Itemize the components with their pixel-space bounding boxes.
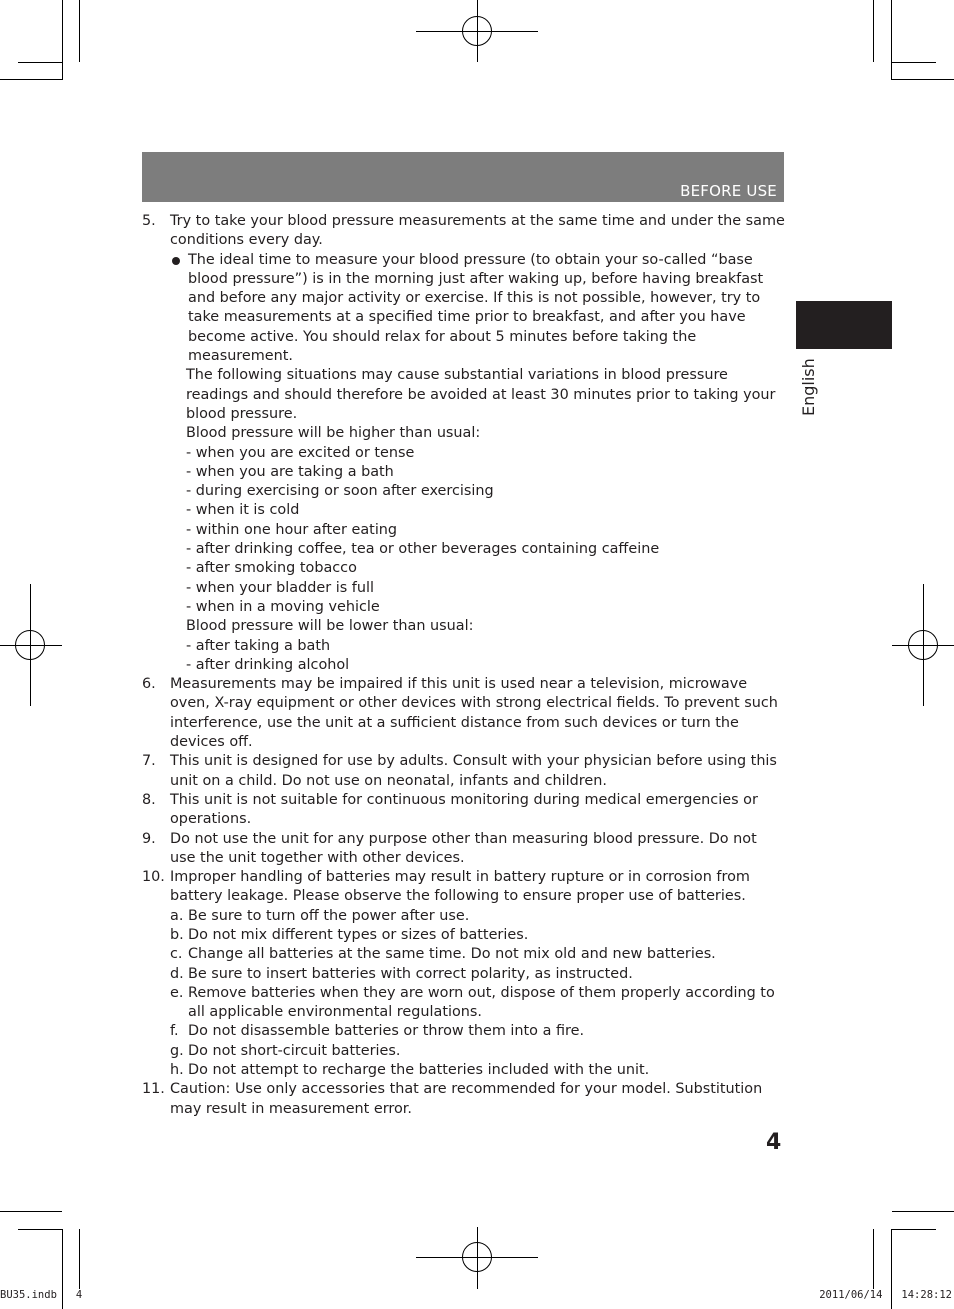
higher-line: - when in a moving vehicle (186, 598, 380, 615)
battery-subitem (170, 907, 786, 926)
battery-subitem (170, 984, 786, 1023)
subitem-letter: d. (170, 965, 184, 982)
list-item (142, 1080, 786, 1119)
item-number: 11. (142, 1081, 165, 1098)
subitem-text: Remove batteries when they are worn out, dispose of them properly according to all applicable environmental regulations. (188, 984, 775, 1021)
item-text: Improper handling of batteries may result in battery rupture or in corrosion from battery leakage. Please observe the following to ensure proper use of batteries. (170, 869, 750, 905)
item-text: Do not use the unit for any purpose other than measuring blood pressure. Do not use the unit together with other devices. (170, 830, 757, 866)
list-item (142, 212, 786, 675)
subitem-text: Do not short-circuit batteries. (188, 1042, 401, 1059)
lower-line: - after taking a bath (186, 637, 331, 654)
subitem-letter: f. (170, 1023, 179, 1040)
item-number: 10. (142, 869, 165, 886)
subitem-letter: a. (170, 907, 184, 924)
item-text: Measurements may be impaired if this unit is used near a television, microwave oven, X-ray equipment or other devices with strong electrical fields. To prevent such interference, use the unit at a sufficient distance from such devices or turn the devices off. (170, 676, 778, 751)
subitem-text: Be sure to turn off the power after use. (188, 907, 470, 924)
item-number: 6. (142, 676, 156, 693)
subitem-letter: e. (170, 984, 184, 1001)
language-label: English (799, 358, 818, 416)
item-text: This unit is designed for use by adults. Consult with your physician before using this unit on a child. Do not use on neonatal, infants and children. (170, 753, 777, 789)
battery-subitem (170, 1042, 786, 1061)
higher-line: - during exercising or soon after exercising (186, 483, 494, 500)
higher-line: - when you are taking a bath (186, 463, 394, 480)
page-number: 4 (766, 1130, 782, 1155)
bullet-text: The ideal time to measure your blood pressure (to obtain your so-called “base blood pressure”) is in the morning just after waking up, before having breakfast and before any major activity or exercise. If this is not possible, however, try to take measurements at a specified time prior to breakfast, and after you have become active. You should relax for about 5 minutes before taking the measurement. (188, 251, 764, 365)
bullet-point (170, 251, 786, 367)
item-number: 8. (142, 791, 156, 808)
subitem-text: Do not disassemble batteries or throw them into a fire. (188, 1023, 585, 1040)
item-number: 5. (142, 213, 156, 229)
list-item (142, 675, 786, 752)
section-header (142, 152, 784, 202)
higher-line: - after smoking tobacco (186, 560, 357, 577)
battery-subitem (170, 1061, 786, 1080)
higher-line: - after drinking coffee, tea or other beverages containing caffeine (186, 541, 660, 558)
print-slug-file: BU35.indb 4 (0, 1289, 83, 1301)
subitem-text: Do not mix different types or sizes of batteries. (188, 926, 529, 943)
subitem-letter: g. (170, 1042, 184, 1059)
lower-heading: Blood pressure will be lower than usual: (186, 618, 474, 635)
battery-subitem (170, 926, 786, 945)
item-text: Try to take your blood pressure measurements at the same time and under the same conditions every day. (170, 213, 785, 249)
battery-subitem (170, 1022, 786, 1041)
higher-line: - within one hour after eating (186, 521, 398, 538)
list-item (142, 868, 786, 1080)
battery-subitem (170, 965, 786, 984)
item-text: This unit is not suitable for continuous monitoring during medical emergencies or operations. (170, 791, 758, 828)
item-number: 7. (142, 753, 156, 770)
section-title: BEFORE USE (680, 182, 777, 200)
situations-block (170, 366, 786, 675)
higher-heading: Blood pressure will be higher than usual: (186, 425, 481, 442)
subitem-letter: b. (170, 926, 184, 943)
subitem-text: Change all batteries at the same time. Do not mix old and new batteries. (188, 946, 716, 963)
item-number: 9. (142, 830, 156, 847)
higher-line: - when you are excited or tense (186, 444, 415, 461)
item-text: Caution: Use only accessories that are recommended for your model. Substitution may result in measurement error. (170, 1081, 763, 1117)
higher-line: - when your bladder is full (186, 579, 374, 596)
higher-line: - when it is cold (186, 502, 300, 519)
battery-subitem (170, 945, 786, 964)
list-item (142, 830, 786, 869)
language-tab (796, 301, 892, 349)
list-item (142, 791, 786, 830)
list-item (142, 752, 786, 791)
subitem-text: Do not attempt to recharge the batteries included with the unit. (188, 1062, 650, 1079)
subitem-text: Be sure to insert batteries with correct polarity, as instructed. (188, 965, 633, 982)
lower-line: - after drinking alcohol (186, 656, 350, 673)
print-slug-timestamp: 2011/06/14 14:28:12 (819, 1289, 952, 1301)
instructions-list (142, 212, 786, 1119)
situations-intro: The following situations may cause substantial variations in blood pressure readings and should therefore be avoided at least 30 minutes prior to taking your blood pressure. (186, 367, 776, 422)
subitem-letter: h. (170, 1062, 184, 1079)
subitem-letter: c. (170, 946, 183, 963)
bullet-icon (172, 257, 180, 265)
